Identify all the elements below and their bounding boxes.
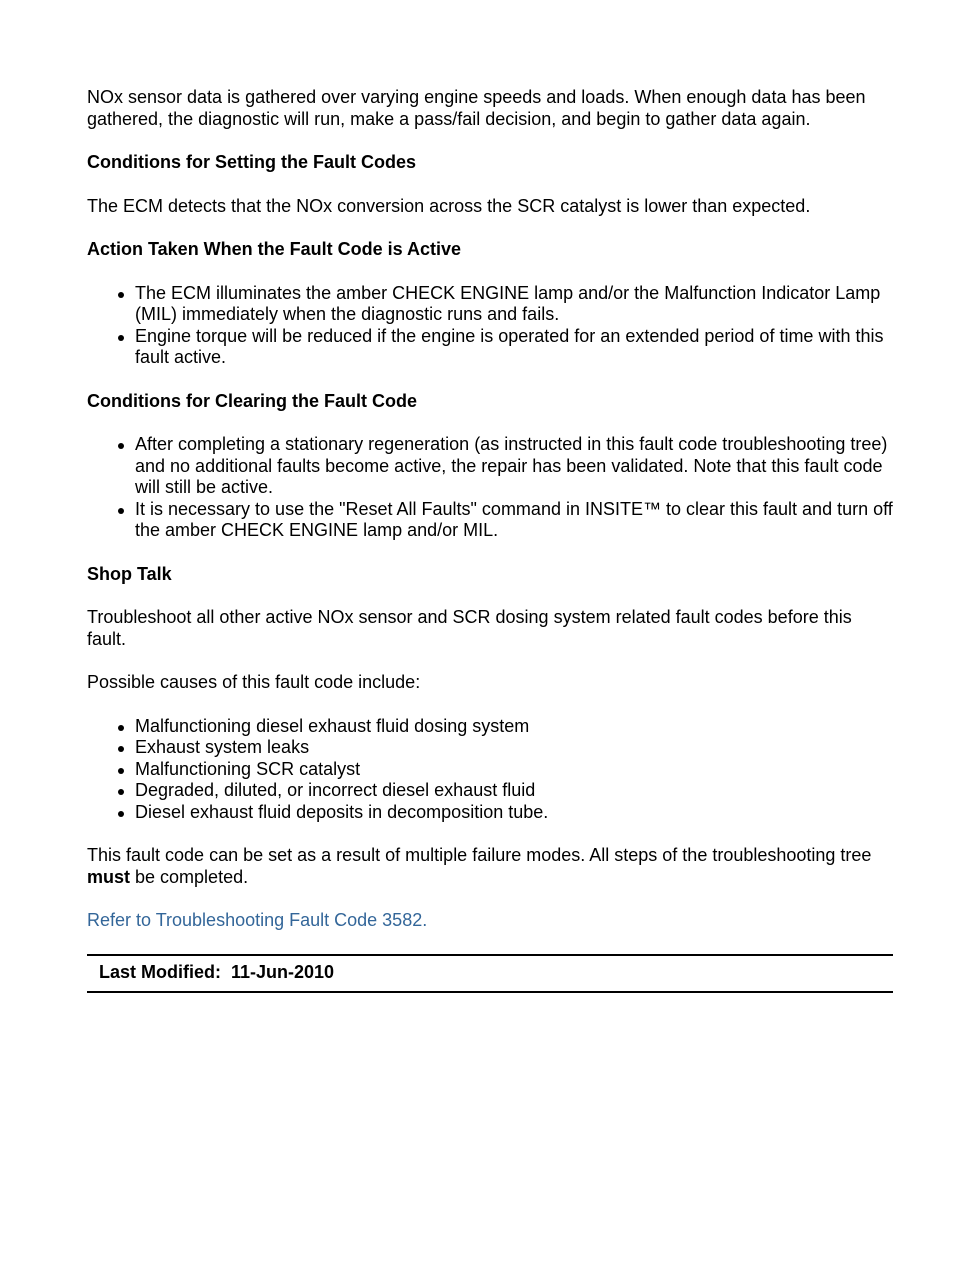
list-item: Degraded, diluted, or incorrect diesel exhaust fluid <box>135 780 893 802</box>
clearing-heading: Conditions for Clearing the Fault Code <box>87 390 417 411</box>
action-list <box>87 283 893 369</box>
note-emphasis: must <box>87 866 131 887</box>
troubleshooting-link[interactable]: Refer to Troubleshooting Fault Code 3582. <box>87 910 428 930</box>
intro-paragraph: NOx sensor data is gathered over varying engine speeds and loads. When enough data has been gathered, the diagnostic will run, make a pass/fail decision, and begin to gather data again. <box>87 87 866 129</box>
shop-talk-heading: Shop Talk <box>87 563 172 584</box>
failure-modes-note <box>87 845 893 888</box>
reference-paragraph <box>87 910 893 932</box>
list-item: After completing a stationary regeneration (as instructed in this fault code troubleshooting tree) and no additional faults become active, the repair has been validated. Note that this fault code will still be active. <box>135 434 893 499</box>
causes-list <box>87 716 893 824</box>
footer-bar <box>87 954 893 993</box>
list-item: Diesel exhaust fluid deposits in decomposition tube. <box>135 802 893 824</box>
list-item: The ECM illuminates the amber CHECK ENGINE lamp and/or the Malfunction Indicator Lamp (MIL) immediately when the diagnostic runs and fails. <box>135 283 893 326</box>
last-modified-date: 11-Jun-2010 <box>231 962 335 983</box>
list-item: It is necessary to use the "Reset All Faults" command in INSITE™ to clear this fault and turn off the amber CHECK ENGINE lamp and/or MIL. <box>135 498 893 540</box>
list-item: Exhaust system leaks <box>135 737 893 759</box>
clearing-list <box>87 434 893 542</box>
setting-heading: Conditions for Setting the Fault Codes <box>87 152 416 172</box>
note-text-start: This fault code can be set as a result of multiple failure modes. All steps of the troubleshooting tree <box>87 845 872 865</box>
setting-text: The ECM detects that the NOx conversion across the SCR catalyst is lower than expected. <box>87 195 811 216</box>
list-item: Malfunctioning diesel exhaust fluid dosing system <box>135 716 893 738</box>
last-modified-label: Last Modified: <box>99 962 221 983</box>
list-item: Engine torque will be reduced if the engine is operated for an extended period of time with this fault active. <box>135 326 893 369</box>
shop-talk-text: Troubleshoot all other active NOx sensor and SCR dosing system related fault codes before this fault. <box>87 607 852 649</box>
list-item: Malfunctioning SCR catalyst <box>135 759 893 781</box>
action-heading: Action Taken When the Fault Code is Active <box>87 239 462 259</box>
note-text-end: be completed. <box>130 866 249 887</box>
document-page <box>87 87 893 993</box>
causes-intro: Possible causes of this fault code include: <box>87 672 421 692</box>
